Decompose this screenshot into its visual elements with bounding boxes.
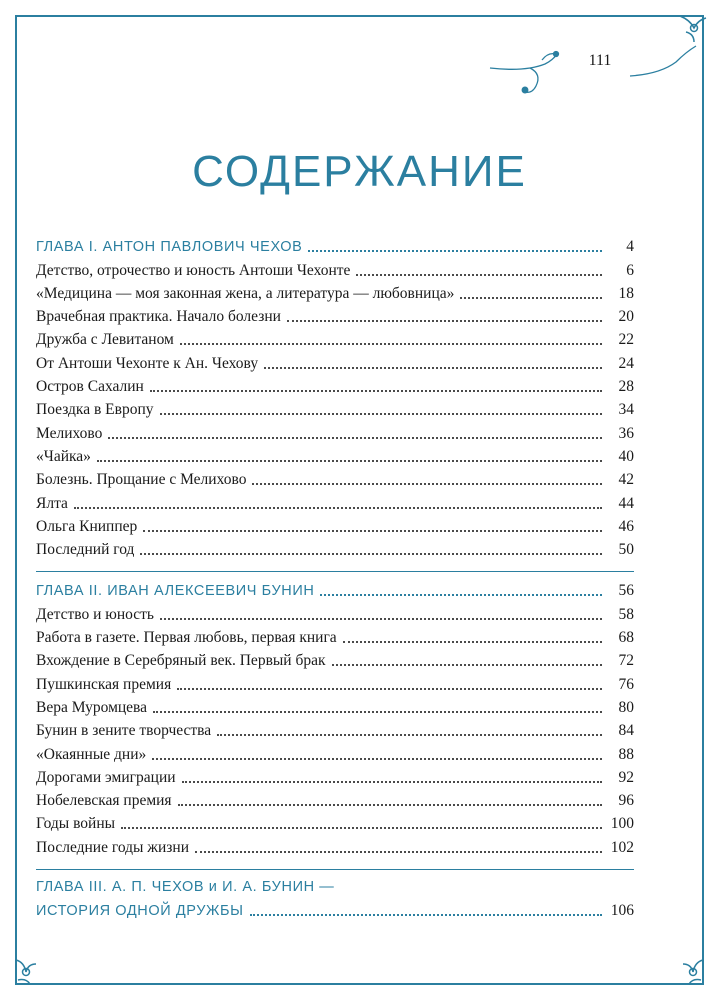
corner-ornament-bottom-left: [16, 960, 36, 984]
dot-leader: [160, 413, 602, 415]
corner-ornament-bottom-right: [683, 960, 703, 984]
page-ref: 68: [618, 629, 634, 647]
toc-entry[interactable]: [36, 741, 634, 764]
toc-entry[interactable]: [36, 671, 634, 694]
entry-label: Ялта: [36, 494, 68, 512]
dot-leader: [150, 390, 602, 392]
toc-entry[interactable]: [36, 257, 634, 280]
page-ref: 24: [618, 354, 634, 372]
chapter-3-heading[interactable]: [36, 876, 634, 921]
dot-leader: [178, 804, 602, 806]
dot-leader: [332, 664, 602, 666]
dot-leader: [108, 437, 602, 439]
entry-label: От Антоши Чехонте к Ан. Чехову: [36, 354, 259, 372]
toc-entry[interactable]: [36, 467, 634, 490]
toc-entry[interactable]: [36, 444, 634, 467]
entry-label: Остров Сахалин: [36, 378, 144, 396]
dot-leader: [160, 618, 602, 620]
dot-leader: [74, 507, 602, 509]
table-of-contents: [36, 234, 634, 921]
entry-label: Врачебная практика. Начало болезни: [36, 308, 281, 326]
entry-label: Поездка в Европу: [36, 401, 154, 419]
chapter-title: ГЛАВА I. АНТОН ПАВЛОВИЧ ЧЕХОВ: [36, 239, 303, 256]
dot-leader: [152, 758, 602, 760]
entry-label: «Чайка»: [36, 447, 91, 465]
toc-entry[interactable]: [36, 514, 634, 537]
dot-leader: [143, 530, 602, 532]
page-ref: 58: [618, 605, 634, 623]
entry-label: «Окаянные дни»: [36, 745, 147, 763]
toc-entry[interactable]: [36, 374, 634, 397]
dot-leader: [121, 827, 602, 829]
entry-label: Бунин в зените творчества: [36, 722, 212, 740]
page-ref: 36: [618, 424, 634, 442]
chapter-2-heading[interactable]: [36, 578, 634, 601]
page-number: 111: [588, 52, 612, 69]
dot-leader: [287, 320, 602, 322]
entry-label: Нобелевская премия: [36, 792, 172, 810]
toc-entry[interactable]: [36, 648, 634, 671]
toc-entry[interactable]: [36, 281, 634, 304]
toc-entry[interactable]: [36, 327, 634, 350]
toc-entry[interactable]: [36, 834, 634, 857]
entry-label: Последние годы жизни: [36, 838, 190, 856]
toc-entry[interactable]: [36, 490, 634, 513]
toc-entry[interactable]: [36, 601, 634, 624]
dot-leader: [177, 688, 602, 690]
page-ref: 92: [618, 768, 634, 786]
entry-label: Вера Муромцева: [36, 698, 148, 716]
chapter-title-line2-row: [36, 898, 634, 921]
page-title: СОДЕРЖАНИЕ: [192, 147, 527, 197]
entry-label: «Медицина — моя законная жена, а литература — любовница»: [36, 284, 455, 302]
entry-label: Годы войны: [36, 815, 116, 833]
page-ref: 72: [618, 652, 634, 670]
dot-leader: [264, 367, 602, 369]
chapter-title-line1: ГЛАВА III. А. П. ЧЕХОВ и И. А. БУНИН —: [36, 878, 335, 895]
entry-label: Последний год: [36, 541, 135, 559]
toc-entry[interactable]: [36, 765, 634, 788]
page-ref: 50: [618, 541, 634, 559]
entry-label: Детство и юность: [36, 605, 154, 623]
page-ref: 88: [618, 745, 634, 763]
entry-label: Вхождение в Серебряный век. Первый брак: [36, 652, 326, 670]
dot-leader: [153, 711, 602, 713]
page-ref: 96: [618, 792, 634, 810]
entry-label: Ольга Книппер: [36, 517, 138, 535]
entry-label: Дружба с Левитаном: [36, 331, 174, 349]
dot-leader: [217, 734, 602, 736]
page-ref: 6: [626, 261, 634, 279]
dot-leader: [250, 914, 602, 916]
page-ref: 80: [618, 698, 634, 716]
page-ref: 20: [618, 308, 634, 326]
toc-entry[interactable]: [36, 788, 634, 811]
entry-label: Пушкинская премия: [36, 675, 172, 693]
dot-leader: [195, 851, 602, 853]
chapter-title-line2: ИСТОРИЯ ОДНОЙ ДРУЖБЫ: [36, 903, 244, 920]
dot-leader: [460, 297, 602, 299]
page-ref: 22: [618, 331, 634, 349]
toc-entry[interactable]: [36, 420, 634, 443]
page-ref: 106: [610, 902, 634, 920]
page-ref: 76: [618, 675, 634, 693]
toc-entry[interactable]: [36, 304, 634, 327]
dot-leader: [180, 343, 602, 345]
chapter-1-heading[interactable]: [36, 234, 634, 257]
page-ref: 44: [618, 494, 634, 512]
chapter-title: ГЛАВА II. ИВАН АЛЕКСЕЕВИЧ БУНИН: [36, 583, 315, 600]
dot-leader: [252, 483, 602, 485]
entry-label: Дорогами эмиграции: [36, 768, 176, 786]
dot-leader: [356, 274, 602, 276]
toc-entry[interactable]: [36, 811, 634, 834]
page-ref: 102: [610, 838, 634, 856]
page-ref: 84: [618, 722, 634, 740]
page-ref: 46: [618, 517, 634, 535]
dot-leader: [343, 641, 602, 643]
page-ref: 18: [618, 284, 634, 302]
chapter-divider: [36, 858, 634, 870]
toc-entry[interactable]: [36, 537, 634, 560]
toc-entry[interactable]: [36, 397, 634, 420]
entry-label: Работа в газете. Первая любовь, первая книга: [36, 629, 337, 647]
toc-entry[interactable]: [36, 350, 634, 373]
dot-leader: [308, 250, 602, 252]
entry-label: Болезнь. Прощание с Мелихово: [36, 471, 247, 489]
entry-label: Детство, отрочество и юность Антоши Чехонте: [36, 261, 351, 279]
chapter-divider: [36, 560, 634, 572]
page-ref: 28: [618, 378, 634, 396]
toc-entry[interactable]: [36, 695, 634, 718]
dot-leader: [140, 553, 602, 555]
toc-entry[interactable]: [36, 718, 634, 741]
page-ref: 100: [610, 815, 634, 833]
page-ref: 42: [618, 471, 634, 489]
entry-label: Мелихово: [36, 424, 103, 442]
page-ref: 4: [626, 238, 634, 256]
dot-leader: [97, 460, 602, 462]
dot-leader: [320, 594, 602, 596]
page-ref: 40: [618, 447, 634, 465]
dot-leader: [182, 781, 602, 783]
page-ref: 34: [618, 401, 634, 419]
toc-entry[interactable]: [36, 625, 634, 648]
page-ref: 56: [618, 582, 634, 600]
